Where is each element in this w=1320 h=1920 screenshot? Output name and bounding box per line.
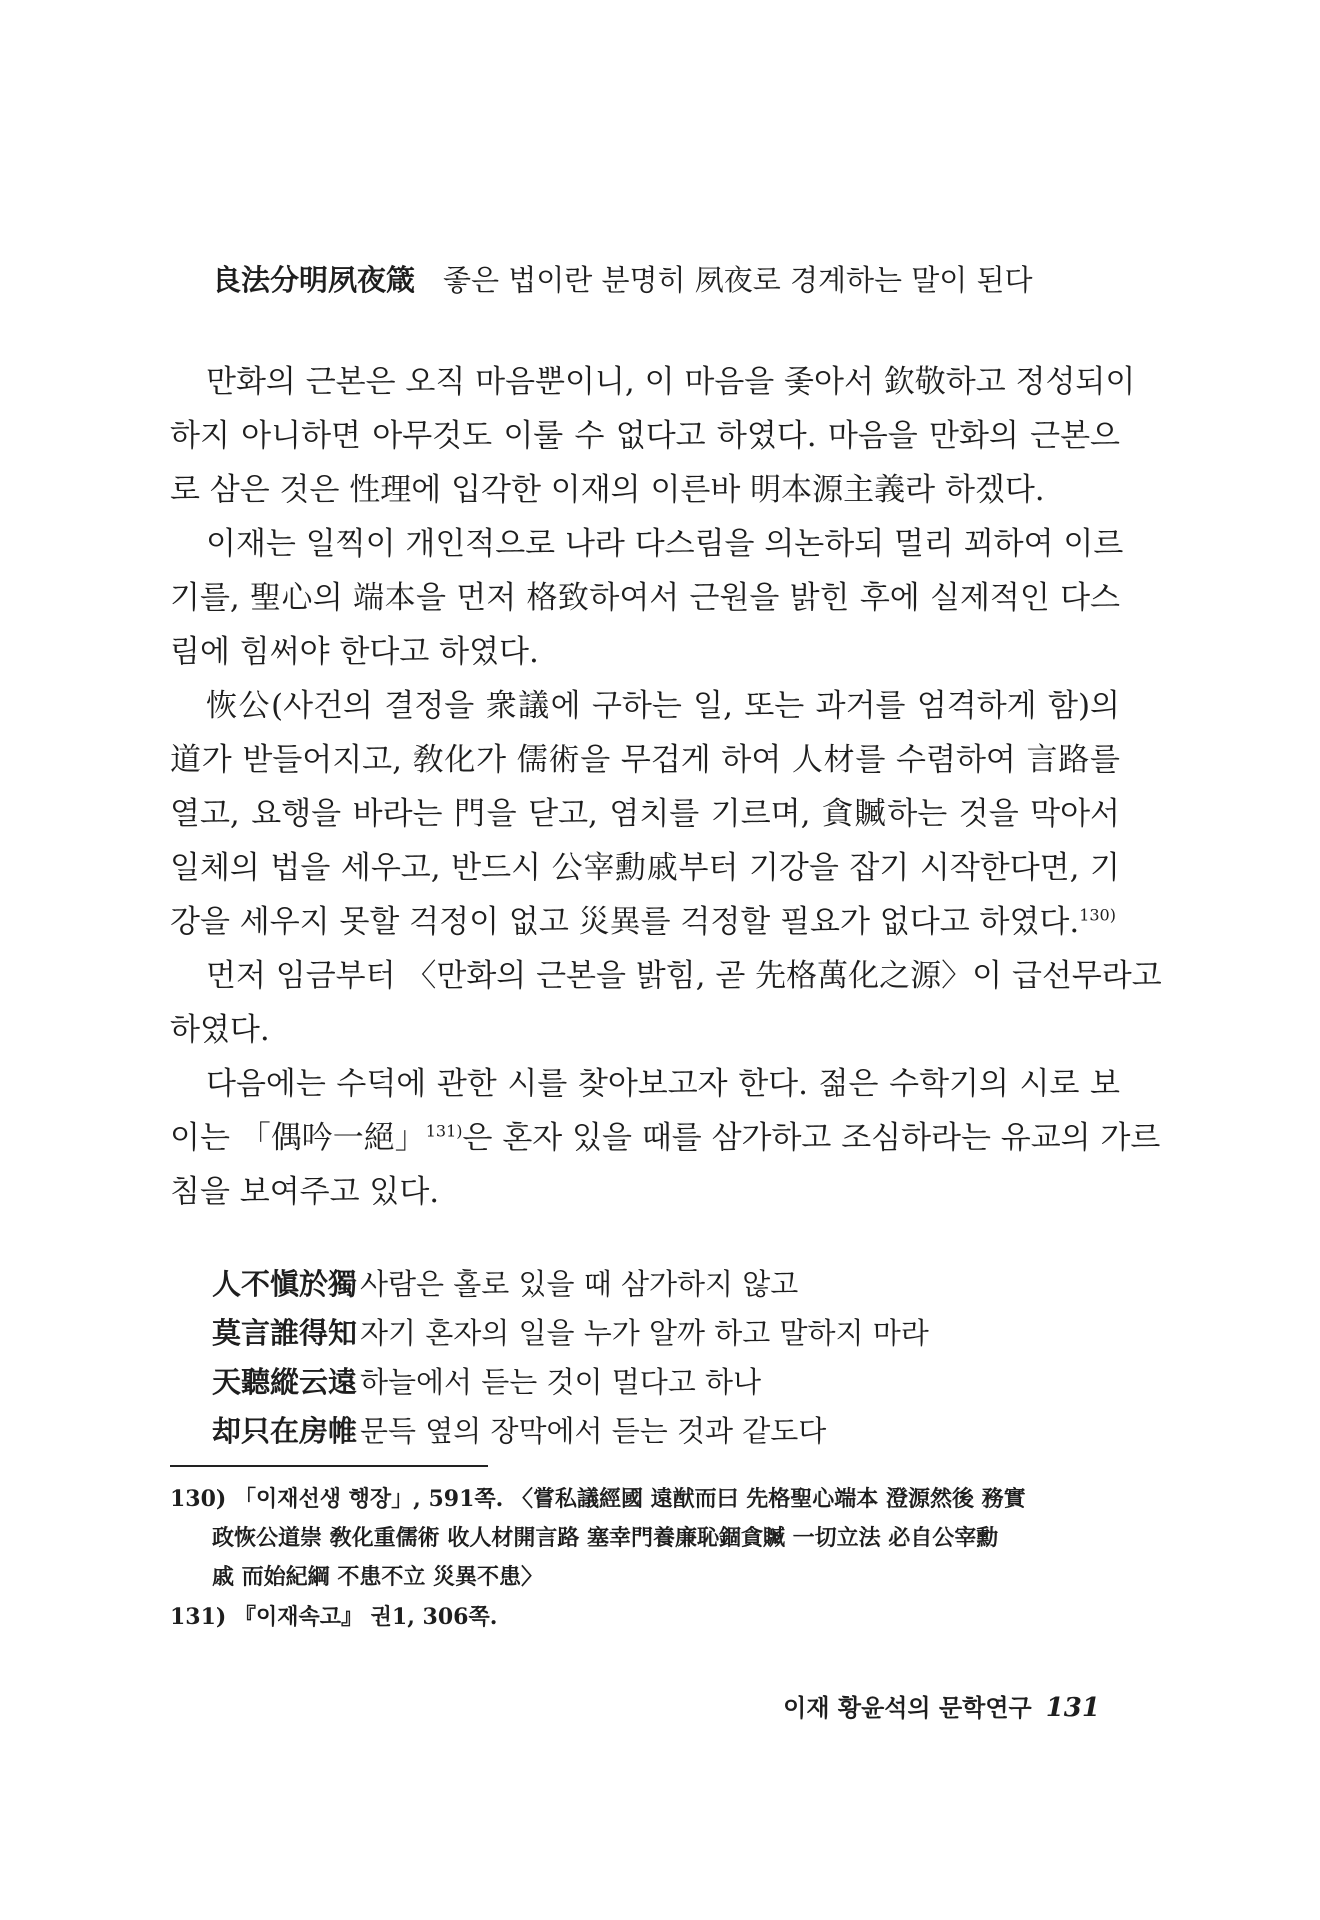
paragraph-3-line-4: 일체의 법을 세우고, 반드시 公宰勳戚부터 기강을 잡기 시작한다면, 기 [170,850,1120,886]
poem-line-1-hanzi: 人不愼於獨 [212,1267,358,1301]
paragraph-2-line-3: 림에 힘써야 한다고 하였다. [170,634,539,670]
header-verse-hanzi: 良法分明夙夜箴 [212,263,416,297]
paragraph-3-line-3: 열고, 요행을 바라는 門을 닫고, 염치를 기르며, 貪贓하는 것을 막아서 [170,796,1120,832]
footnote-130-line-1: 130) 「이재선생 행장」, 591쪽. 〈嘗私議經國 遠猷而曰 先格聖心端本 澄源然後 務實 [170,1486,1026,1512]
paragraph-3-line-1: 恢公(사건의 결정을 衆議에 구하는 일, 또는 과거를 엄격하게 함)의 [206,688,1120,724]
page-number: 131 [1045,1693,1100,1723]
header-verse [212,258,1033,299]
poem-line-4-translation: 문득 옆의 장막에서 듣는 것과 같도다 [360,1414,827,1448]
paragraph-2-line-2: 기를, 聖心의 端本을 먼저 格致하여서 근원을 밝힌 후에 실제적인 다스 [170,580,1120,616]
footnote-130-line-3: 戚 而始紀綱 不患不立 災異不患〉 [212,1564,543,1590]
poem-line-1 [212,1262,798,1303]
paragraph-4-line-1: 먼저 임금부터 〈만화의 근본을 밝힘, 곧 先格萬化之源〉이 급선무라고 [206,958,1162,994]
footnote-131: 131) 『이재속고』 권1, 306쪽. [170,1604,498,1630]
poem-line-2 [212,1311,929,1352]
paragraph-2-line-1: 이재는 일찍이 개인적으로 나라 다스림을 의논하되 멀리 꾀하여 이르 [206,526,1124,562]
paragraph-3-line-5 [170,896,1116,941]
poem-line-3 [212,1360,761,1401]
paragraph-5-line-3: 침을 보여주고 있다. [170,1174,440,1210]
paragraph-1-line-3: 로 삼은 것은 性理에 입각한 이재의 이른바 明本源主義라 하겠다. [170,472,1045,508]
footnote-ref-130: 130) [1079,905,1116,925]
footnote-ref-131: 131) [425,1121,463,1141]
paragraph-5-line-2-a: 이는 「偶吟一絕」 [170,1120,426,1156]
footnote-divider [170,1465,488,1467]
poem-line-2-hanzi: 莫言誰得知 [212,1316,358,1350]
poem-line-4-hanzi: 却只在房帷 [212,1414,358,1448]
footnote-130-line-2: 政恢公道崇 敎化重儒術 收人材開言路 塞幸門養廉恥錮貪贓 一切立法 必自公宰勳 [212,1525,999,1551]
paragraph-3-line-5-text: 강을 세우지 못할 걱정이 없고 災異를 걱정할 필요가 없다고 하였다. [170,904,1080,940]
paragraph-5-line-2-b: 은 혼자 있을 때를 삼가하고 조심하라는 유교의 가르 [462,1120,1161,1156]
running-footer [783,1688,1100,1723]
poem-line-4 [212,1409,826,1450]
footer-book-title: 이재 황윤석의 문학연구 [783,1693,1032,1722]
paragraph-1-line-1: 만화의 근본은 오직 마음뿐이니, 이 마음을 좇아서 欽敬하고 정성되이 [206,364,1136,400]
poem-line-1-translation: 사람은 홀로 있을 때 삼가하지 않고 [360,1267,799,1301]
poem-line-3-hanzi: 天聽縱云遠 [212,1365,358,1399]
poem-line-3-translation: 하늘에서 듣는 것이 멀다고 하나 [360,1365,762,1399]
paragraph-5-line-1: 다음에는 수덕에 관한 시를 찾아보고자 한다. 젊은 수학기의 시로 보 [206,1066,1120,1102]
poem-line-2-translation: 자기 혼자의 일을 누가 알까 하고 말하지 마라 [360,1316,929,1350]
paragraph-1-line-2: 하지 아니하면 아무것도 이룰 수 없다고 하였다. 마음을 만화의 근본으 [170,418,1120,454]
paragraph-4-line-2: 하였다. [170,1012,270,1048]
paragraph-5-line-2 [170,1112,1160,1157]
header-verse-translation: 좋은 법이란 분명히 夙夜로 경계하는 말이 된다 [443,263,1033,297]
paragraph-3-line-2: 道가 받들어지고, 敎化가 儒術을 무겁게 하여 人材를 수렴하여 言路를 [170,742,1120,778]
